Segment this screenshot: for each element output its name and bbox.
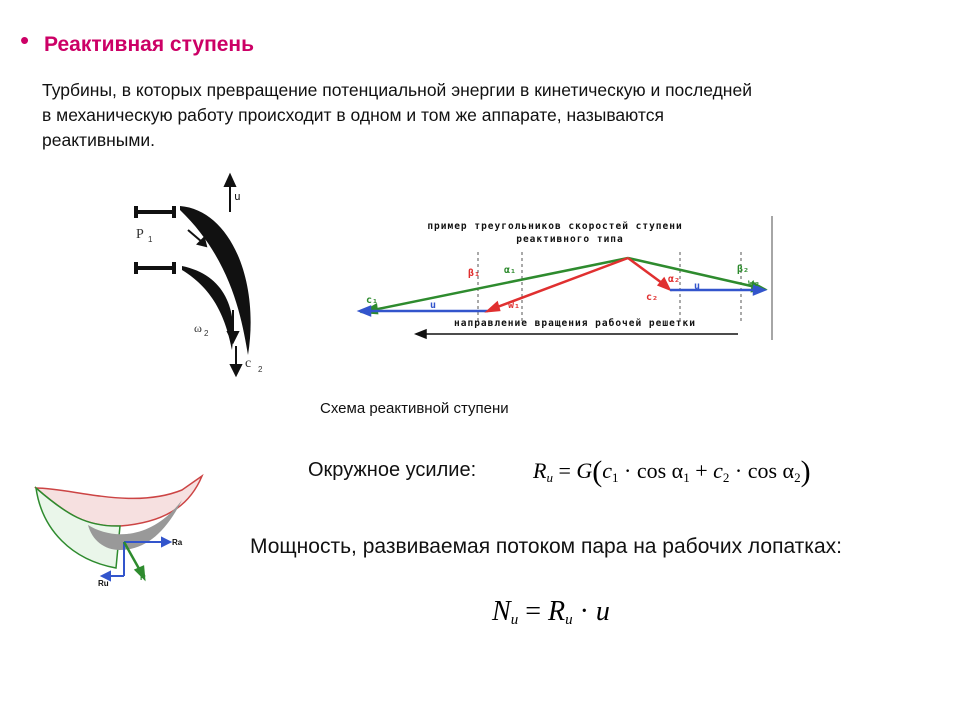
rotation-direction-arrow [416, 330, 738, 338]
formula-operator: = [552, 458, 577, 483]
power-formula [492, 596, 610, 629]
tangential-force-label: Окружное усилие: [308, 459, 477, 481]
label-alpha2: α₂ [668, 274, 681, 285]
label-u-left: u [430, 300, 437, 311]
label-u: u [234, 190, 241, 203]
formula-symbol: u [595, 596, 610, 627]
slide-title: Реактивная ступень [44, 33, 255, 56]
formula-subscript: 1 [612, 470, 619, 485]
title-bullet: • [20, 25, 30, 55]
formula-operator: + [689, 458, 714, 483]
formula-subscript: u [546, 470, 553, 485]
c2-arrow [231, 346, 241, 375]
tangential-force-formula [533, 455, 811, 489]
power-label: Мощность, развиваемая потоком пара на рабочих лопатках: [250, 535, 842, 558]
intro-line: реактивными. [42, 130, 156, 150]
nozzle-bracket-top [136, 206, 174, 218]
label-c2: c₂ [646, 292, 659, 303]
diagram-title-line2: реактивного типа [516, 234, 624, 245]
label-w: ω [194, 321, 202, 335]
formula-operator: · [572, 596, 596, 627]
label-w2: w₂ [748, 278, 761, 289]
reaction-blade-sketch [120, 170, 280, 385]
formula-symbol: c [713, 458, 723, 483]
label-beta2: β₂ [737, 264, 750, 275]
blade-force-sketch [32, 470, 212, 600]
formula-symbol: G [576, 458, 593, 483]
formula-subscript: u [565, 612, 573, 628]
label-c1: c₁ [366, 295, 379, 306]
label-p-sub: 1 [148, 235, 153, 244]
formula-symbol: N [492, 596, 511, 627]
label-beta1: β₁ [468, 268, 481, 279]
intro-line: Турбины, в которых превращение потенциальной энергии в кинетическую и последней [42, 80, 752, 100]
formula-symbol: R [533, 458, 547, 483]
formula-subscript: u [510, 612, 519, 628]
velocity-triangles-diagram [350, 212, 780, 347]
formula-subscript: 2 [722, 470, 730, 485]
label-w-sub: 2 [204, 329, 209, 338]
formula-subscript: 2 [794, 470, 801, 485]
formula-operator: = [518, 596, 548, 627]
label-alpha1: α₁ [504, 265, 517, 276]
label-ra: Ra [172, 538, 183, 547]
label-c-sub: 2 [258, 365, 263, 374]
formula-symbol: c [602, 458, 613, 483]
label-ru: Ru [98, 579, 109, 588]
diagram-title-line1: пример треугольников скоростей ступени [427, 221, 683, 232]
formula-symbol: R [547, 596, 566, 627]
formula-paren: ( [592, 455, 603, 488]
formula-term: · cos α [729, 458, 795, 483]
label-w1: w₁ [508, 300, 521, 311]
label-u-right: u [694, 281, 701, 292]
label-c: c [245, 356, 252, 371]
label-r: R [140, 573, 146, 582]
intro-line: в механическую работу происходит в одном и том же аппарате, называются [42, 105, 664, 125]
direction-caption: направление вращения рабочей решетки [454, 318, 696, 329]
formula-subscript: 1 [683, 470, 690, 485]
figure-caption: Схема реактивной ступени [320, 400, 509, 417]
formula-paren: ) [800, 455, 811, 488]
label-p: P [136, 227, 144, 242]
blade-shape-upper [180, 206, 251, 355]
nozzle-bracket-bottom [136, 262, 174, 274]
intro-paragraph [42, 78, 922, 153]
formula-term: · cos α [618, 458, 684, 483]
